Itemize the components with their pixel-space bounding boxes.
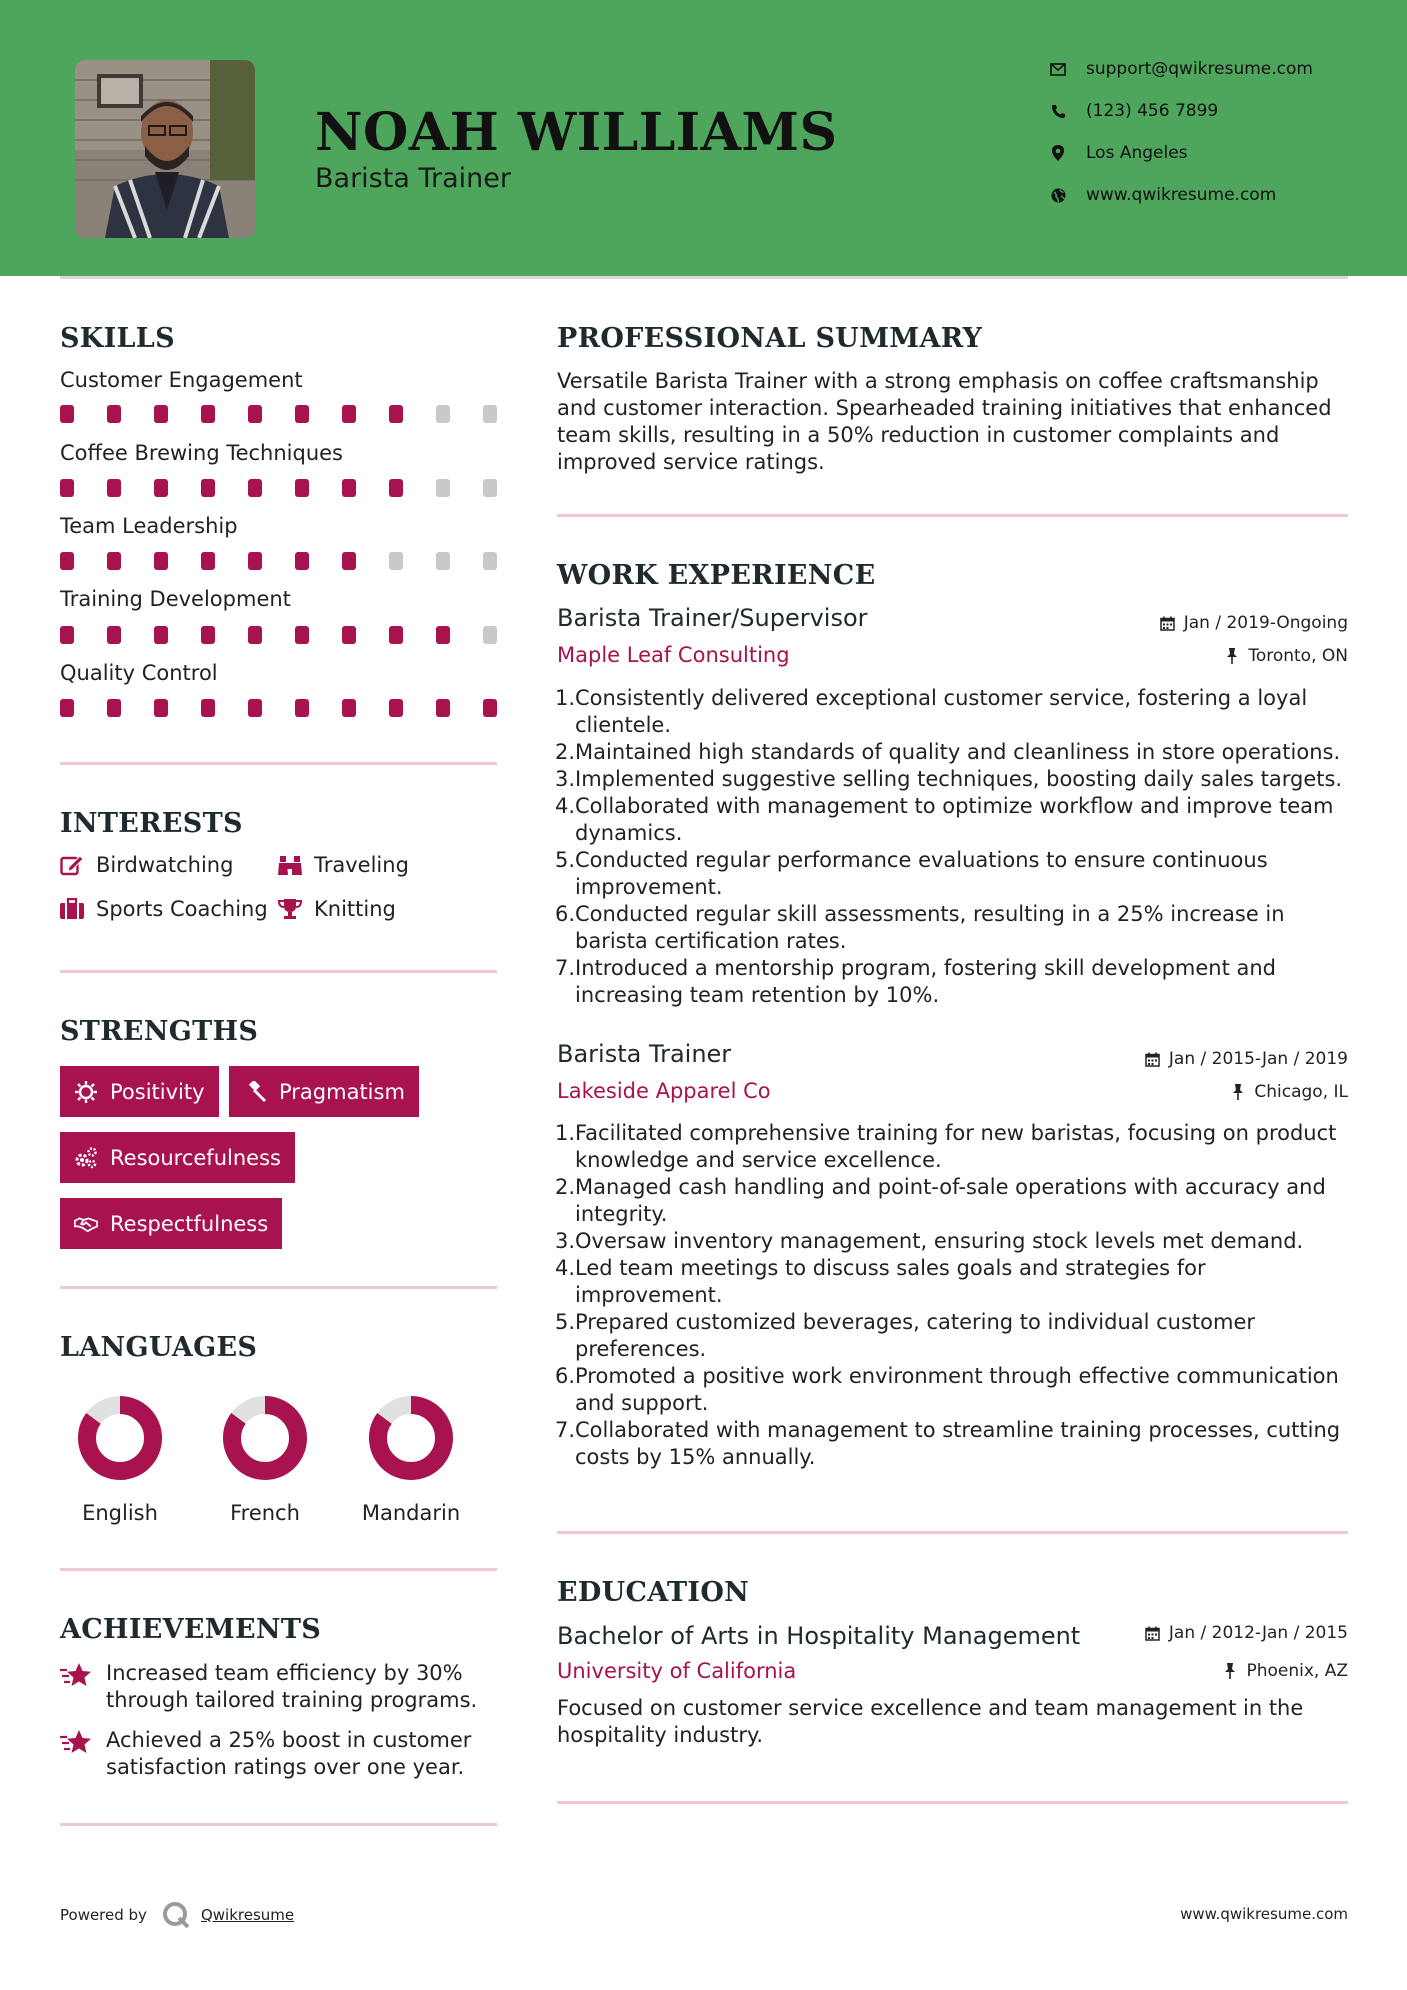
- job-bullet: [557, 1417, 1352, 1471]
- powered-by-text: Powered by: [60, 1906, 147, 1924]
- bullet-text: Maintained high standards of quality and cleanliness in store operations.: [575, 740, 1341, 764]
- skill-dot-filled: [389, 405, 403, 423]
- section-divider: [60, 1568, 497, 1571]
- skill-label: Customer Engagement: [60, 368, 303, 392]
- summary-text: Versatile Barista Trainer with a strong emphasis on coffee craftsmanship and customer interaction. Spearheaded training initiatives that enhanced team skills, resulting in a 50% reduction in customer complaints and improved service ratings.: [557, 369, 1332, 474]
- job-date: [1145, 1049, 1348, 1069]
- language-item: [351, 1395, 471, 1525]
- bullet-text: Collaborated with management to streamline training processes, cutting costs by 15% annually.: [575, 1418, 1341, 1469]
- pencil-square-icon: [60, 853, 84, 877]
- skill-dot-filled: [201, 405, 215, 423]
- job-bullet: [557, 1120, 1352, 1174]
- star-icon: [60, 1662, 92, 1690]
- section-divider: [60, 970, 497, 973]
- candidate-name: NOAH WILLIAMS: [315, 102, 838, 163]
- globe-icon: [1050, 187, 1066, 203]
- skill-dot-filled: [60, 699, 74, 717]
- job-company: Lakeside Apparel Co: [557, 1079, 771, 1103]
- strength-label: Pragmatism: [279, 1079, 405, 1104]
- footer-url[interactable]: www.qwikresume.com: [1180, 1905, 1348, 1923]
- job-bullets: [557, 1120, 1352, 1471]
- bullet-number: 2.: [555, 740, 576, 764]
- contact-email[interactable]: [1050, 57, 1313, 81]
- skill-dot-filled: [389, 699, 403, 717]
- interest-item: [278, 897, 396, 921]
- skill-dot-filled: [295, 699, 309, 717]
- interest-label: Birdwatching: [96, 853, 234, 877]
- skill-dot-filled: [295, 626, 309, 644]
- bullet-number: 6.: [555, 1364, 576, 1388]
- skill-dot-filled: [436, 626, 450, 644]
- skill-dot-filled: [342, 405, 356, 423]
- bullet-number: 2.: [555, 1175, 576, 1199]
- skill-label: Coffee Brewing Techniques: [60, 441, 343, 465]
- section-divider: [557, 1531, 1348, 1534]
- job-bullet: [557, 1174, 1352, 1228]
- pushpin-icon: [1230, 1084, 1246, 1100]
- summary-heading: PROFESSIONAL SUMMARY: [557, 323, 983, 354]
- skill-dot-filled: [154, 626, 168, 644]
- skill-dot-filled: [483, 699, 497, 717]
- skill-dot-filled: [60, 552, 74, 570]
- strengths-heading: STRENGTHS: [60, 1016, 259, 1047]
- briefcase-icon: [60, 897, 84, 921]
- job-location-text: Chicago, IL: [1254, 1082, 1348, 1102]
- achievement-item: [60, 1660, 500, 1714]
- skill-dot-filled: [107, 552, 121, 570]
- skills-heading: SKILLS: [60, 323, 175, 354]
- profile-photo: [75, 60, 255, 238]
- bullet-text: Led team meetings to discuss sales goals and strategies for improvement.: [575, 1256, 1206, 1307]
- contact-website[interactable]: [1050, 183, 1276, 207]
- skill-dot-filled: [248, 626, 262, 644]
- job-role: Barista Trainer: [557, 1040, 732, 1068]
- contact-website-text: www.qwikresume.com: [1086, 185, 1277, 205]
- job-bullet: [557, 1309, 1352, 1363]
- envelope-icon: [1050, 61, 1066, 77]
- skill-dot-filled: [295, 479, 309, 497]
- binoculars-icon: [278, 853, 302, 877]
- bullet-number: 1.: [555, 686, 576, 710]
- skill-dot-filled: [107, 405, 121, 423]
- job-bullet: [557, 739, 1352, 766]
- contact-location: [1050, 141, 1188, 165]
- candidate-title: Barista Trainer: [315, 163, 511, 194]
- strength-label: Respectfulness: [110, 1211, 269, 1236]
- skill-dot-filled: [60, 479, 74, 497]
- language-donut: [368, 1395, 454, 1481]
- skill-dot-filled: [201, 479, 215, 497]
- phone-icon: [1050, 103, 1066, 119]
- job-bullet: [557, 901, 1352, 955]
- language-label: French: [230, 1501, 300, 1525]
- job-bullet: [557, 955, 1352, 1009]
- bullet-text: Implemented suggestive selling techniques, boosting daily sales targets.: [575, 767, 1343, 791]
- skill-rating: [60, 479, 497, 497]
- strength-label: Resourcefulness: [110, 1145, 281, 1170]
- achievement-text: Increased team efficiency by 30% through tailored training programs.: [106, 1661, 478, 1712]
- skill-dot-filled: [342, 479, 356, 497]
- section-divider: [557, 514, 1348, 517]
- job-company: Maple Leaf Consulting: [557, 643, 790, 667]
- interest-item: [278, 853, 409, 877]
- skill-dot-filled: [389, 626, 403, 644]
- skill-dot-filled: [107, 479, 121, 497]
- trophy-icon: [278, 897, 302, 921]
- language-label: English: [82, 1501, 158, 1525]
- education-date-text: Jan / 2012-Jan / 2015: [1168, 1623, 1348, 1643]
- job-bullet: [557, 766, 1352, 793]
- handshake-icon: [74, 1212, 98, 1236]
- language-item: [205, 1395, 325, 1525]
- bullet-number: 4.: [555, 794, 576, 818]
- languages-heading: LANGUAGES: [60, 1332, 258, 1363]
- qwikresume-logo-icon: [161, 1900, 191, 1930]
- bullet-text: Managed cash handling and point-of-sale operations with accuracy and integrity.: [575, 1175, 1326, 1226]
- skill-dot-filled: [342, 552, 356, 570]
- education-location-text: Phoenix, AZ: [1246, 1661, 1348, 1681]
- section-divider: [60, 762, 497, 765]
- skill-rating: [60, 405, 497, 423]
- skill-dot-filled: [389, 479, 403, 497]
- job-location: [1230, 1082, 1348, 1102]
- skill-dot-filled: [342, 699, 356, 717]
- education-heading: EDUCATION: [557, 1577, 750, 1608]
- skill-dot-filled: [201, 699, 215, 717]
- contact-phone-text: (123) 456 7899: [1086, 101, 1219, 121]
- achievement-item: [60, 1727, 500, 1781]
- bullet-number: 3.: [555, 767, 576, 791]
- achievement-text: Achieved a 25% boost in customer satisfaction ratings over one year.: [106, 1728, 472, 1779]
- skill-dot-empty: [483, 552, 497, 570]
- education-degree: Bachelor of Arts in Hospitality Management: [557, 1622, 1081, 1650]
- bullet-text: Oversaw inventory management, ensuring stock levels met demand.: [575, 1229, 1304, 1253]
- skill-label: Team Leadership: [60, 514, 238, 538]
- header-banner: [0, 0, 1407, 276]
- skill-label: Quality Control: [60, 661, 218, 685]
- header-divider: [60, 276, 1348, 279]
- gavel-icon: [243, 1080, 267, 1104]
- strength-badge: [60, 1066, 219, 1117]
- strength-badge: [229, 1066, 419, 1117]
- skill-dot-empty: [436, 552, 450, 570]
- language-donut: [222, 1395, 308, 1481]
- skill-dot-filled: [295, 552, 309, 570]
- skill-dot-filled: [295, 405, 309, 423]
- skill-dot-filled: [342, 626, 356, 644]
- skill-dot-filled: [60, 626, 74, 644]
- section-divider: [60, 1286, 497, 1289]
- contact-email-text: support@qwikresume.com: [1086, 59, 1313, 79]
- skill-rating: [60, 626, 497, 644]
- bullet-number: 3.: [555, 1229, 576, 1253]
- section-divider: [60, 1823, 497, 1826]
- calendar-icon: [1145, 1625, 1161, 1641]
- bullet-number: 5.: [555, 848, 576, 872]
- achievements-heading: ACHIEVEMENTS: [60, 1614, 322, 1645]
- skill-dot-filled: [154, 699, 168, 717]
- skill-dot-filled: [154, 552, 168, 570]
- skill-dot-filled: [201, 552, 215, 570]
- job-location: [1224, 646, 1348, 666]
- skill-rating: [60, 699, 497, 717]
- contact-phone[interactable]: [1050, 99, 1218, 123]
- bullet-number: 7.: [555, 1418, 576, 1442]
- skill-rating: [60, 552, 497, 570]
- job-bullet: [557, 1228, 1352, 1255]
- cogs-icon: [74, 1146, 98, 1170]
- bullet-text: Consistently delivered exceptional customer service, fostering a loyal clientele.: [575, 686, 1308, 737]
- footer-powered-by: [60, 1900, 294, 1930]
- strength-badge: [60, 1198, 282, 1249]
- bullet-text: Facilitated comprehensive training for new baristas, focusing on product knowledge and service excellence.: [575, 1121, 1337, 1172]
- job-location-text: Toronto, ON: [1248, 646, 1348, 666]
- job-date-text: Jan / 2015-Jan / 2019: [1168, 1049, 1348, 1069]
- skill-dot-filled: [60, 405, 74, 423]
- pushpin-icon: [1222, 1663, 1238, 1679]
- bullet-number: 5.: [555, 1310, 576, 1334]
- skill-dot-empty: [436, 405, 450, 423]
- bullet-number: 1.: [555, 1121, 576, 1145]
- skill-dot-filled: [436, 699, 450, 717]
- skill-dot-filled: [107, 626, 121, 644]
- job-date-text: Jan / 2019-Ongoing: [1183, 613, 1348, 633]
- skill-dot-filled: [248, 699, 262, 717]
- bullet-text: Collaborated with management to optimize workflow and improve team dynamics.: [575, 794, 1334, 845]
- skill-dot-empty: [436, 479, 450, 497]
- skill-dot-filled: [154, 479, 168, 497]
- language-donut: [77, 1395, 163, 1481]
- job-bullet: [557, 793, 1352, 847]
- star-icon: [60, 1729, 92, 1757]
- skill-dot-filled: [154, 405, 168, 423]
- education-date: [1145, 1623, 1348, 1643]
- education-text: Focused on customer service excellence and team management in the hospitality industry.: [557, 1696, 1304, 1747]
- experience-heading: WORK EXPERIENCE: [557, 560, 876, 591]
- job-role: Barista Trainer/Supervisor: [557, 604, 868, 632]
- bullet-text: Conducted regular performance evaluations to ensure continuous improvement.: [575, 848, 1268, 899]
- language-item: [60, 1395, 180, 1525]
- job-bullet: [557, 685, 1352, 739]
- strength-badge: [60, 1132, 295, 1183]
- job-date: [1160, 613, 1348, 633]
- skill-dot-empty: [483, 479, 497, 497]
- interest-item: [60, 853, 233, 877]
- bullet-text: Prepared customized beverages, catering to individual customer preferences.: [575, 1310, 1256, 1361]
- skill-dot-filled: [248, 479, 262, 497]
- education-school: University of California: [557, 1659, 797, 1683]
- pushpin-icon: [1224, 648, 1240, 664]
- job-bullet: [557, 1363, 1352, 1417]
- job-bullet: [557, 1255, 1352, 1309]
- skill-dot-filled: [107, 699, 121, 717]
- contact-location-text: Los Angeles: [1086, 143, 1188, 163]
- interest-label: Knitting: [314, 897, 396, 921]
- sun-icon: [74, 1080, 98, 1104]
- bullet-text: Promoted a positive work environment through effective communication and support.: [575, 1364, 1339, 1415]
- bullet-number: 6.: [555, 902, 576, 926]
- job-bullet: [557, 847, 1352, 901]
- qwikresume-link[interactable]: Qwikresume: [200, 1906, 295, 1924]
- interest-label: Traveling: [314, 853, 409, 877]
- interest-label: Sports Coaching: [96, 897, 268, 921]
- interest-item: [60, 897, 268, 921]
- map-marker-icon: [1050, 145, 1066, 161]
- interests-heading: INTERESTS: [60, 808, 243, 839]
- skill-dot-filled: [248, 405, 262, 423]
- education-location: [1222, 1661, 1348, 1681]
- skill-dot-empty: [483, 626, 497, 644]
- calendar-icon: [1145, 1051, 1161, 1067]
- skill-label: Training Development: [60, 587, 291, 611]
- skill-dot-empty: [483, 405, 497, 423]
- bullet-text: Conducted regular skill assessments, resulting in a 25% increase in barista certification rates.: [575, 902, 1285, 953]
- section-divider: [557, 1801, 1348, 1804]
- language-label: Mandarin: [361, 1501, 461, 1525]
- bullet-number: 4.: [555, 1256, 576, 1280]
- calendar-icon: [1160, 615, 1176, 631]
- skill-dot-empty: [389, 552, 403, 570]
- skill-dot-filled: [201, 626, 215, 644]
- strength-label: Positivity: [110, 1079, 205, 1104]
- skill-dot-filled: [248, 552, 262, 570]
- bullet-number: 7.: [555, 956, 576, 980]
- bullet-text: Introduced a mentorship program, fostering skill development and increasing team retention by 10%.: [575, 956, 1277, 1007]
- job-bullets: [557, 685, 1352, 1009]
